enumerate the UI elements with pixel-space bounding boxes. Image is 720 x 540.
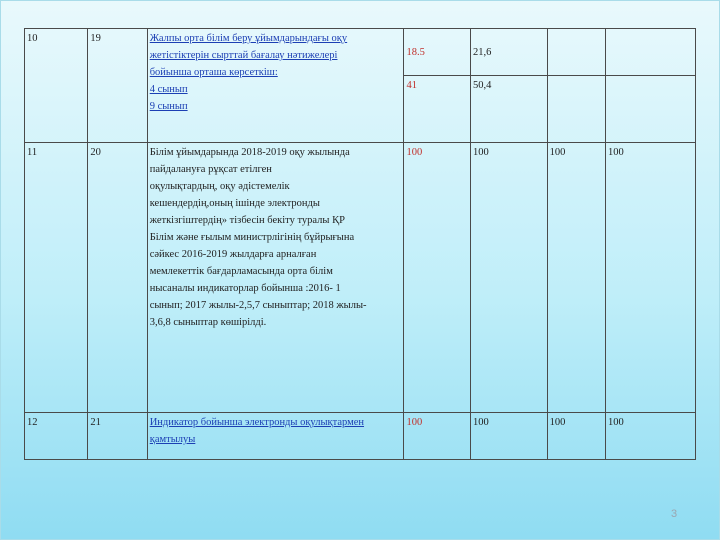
- value-cell: [547, 29, 605, 76]
- value-cell: 100: [605, 143, 695, 413]
- indicator-code: 19: [88, 29, 147, 143]
- value-cell: 50,4: [470, 76, 547, 143]
- description-line[interactable]: Жалпы орта білім беру ұйымдарындағы оқу: [149, 33, 348, 44]
- table-row: [25, 413, 696, 460]
- indicator-description[interactable]: [147, 29, 404, 143]
- value-cell: [605, 29, 695, 76]
- row-number: 12: [25, 413, 88, 460]
- description-line[interactable]: 9 сынып: [149, 101, 188, 112]
- description-line[interactable]: 4 сынып: [149, 84, 188, 95]
- row-number: 10: [25, 29, 88, 143]
- description-line: пайдалануға рұқсат етілген: [149, 164, 272, 175]
- description-line: жеткізгіштердің» тізбесін бекіту туралы ҚР: [149, 215, 345, 226]
- indicator-table: [24, 28, 696, 460]
- description-line: кешендердің,оның ішінде электронды: [149, 198, 320, 209]
- value-cell: 100: [404, 143, 470, 413]
- value-cell: [547, 76, 605, 143]
- table-row: [25, 143, 696, 413]
- description-line[interactable]: қамтылуы: [149, 434, 196, 445]
- value-cell: 41: [404, 76, 470, 143]
- value-cell: 100: [605, 413, 695, 460]
- value-cell: [605, 76, 695, 143]
- value-cell: 100: [547, 143, 605, 413]
- description-line: 3,6,8 сыныптар көшірілді.: [149, 317, 267, 328]
- indicator-code: 21: [88, 413, 147, 460]
- description-line: Білім және ғылым министрлігінің бұйрығына: [149, 232, 355, 243]
- value-cell: 21,6: [470, 29, 547, 76]
- value-cell: 100: [470, 413, 547, 460]
- indicator-code: 20: [88, 143, 147, 413]
- description-line: нысаналы индикаторлар бойынша :2016- 1: [149, 283, 341, 294]
- description-line[interactable]: жетістіктерін сырттай бағалау нәтижелері: [149, 50, 338, 61]
- description-line: сынып; 2017 жылы-2,5,7 сыныптар; 2018 жылы-: [149, 300, 367, 311]
- indicator-description[interactable]: [147, 413, 404, 460]
- value-cell: 100: [404, 413, 470, 460]
- value-cell: 100: [470, 143, 547, 413]
- description-line: оқулықтардың, оқу әдістемелік: [149, 181, 290, 192]
- value-cell: 100: [547, 413, 605, 460]
- page-number: 3: [671, 508, 678, 520]
- row-number: 11: [25, 143, 88, 413]
- description-line[interactable]: бойынша орташа көрсеткіш:: [149, 67, 278, 78]
- value-cell: 18.5: [404, 29, 470, 76]
- description-line: сәйкес 2016-2019 жылдарға арналған: [149, 249, 317, 260]
- description-line: мемлекеттік бағдарламасында орта білім: [149, 266, 333, 277]
- description-line[interactable]: Индикатор бойынша электронды оқулықтармен: [149, 417, 365, 428]
- indicator-description: [147, 143, 404, 413]
- description-line: Білім ұйымдарында 2018-2019 оқу жылында: [149, 147, 350, 158]
- table-row: [25, 29, 696, 76]
